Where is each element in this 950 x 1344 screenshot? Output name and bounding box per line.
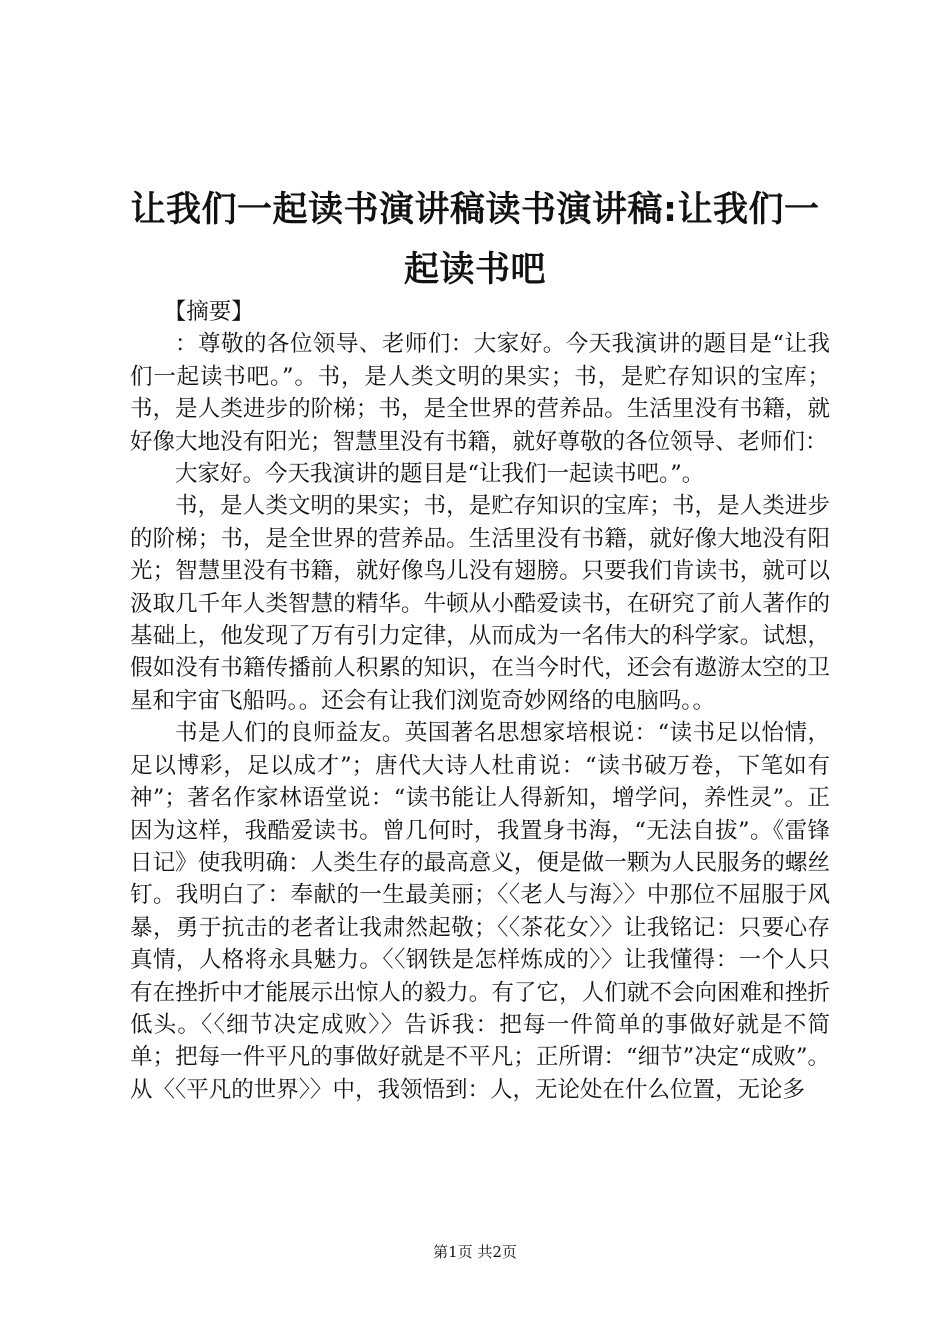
document-body xyxy=(130,296,830,1106)
paragraph: 书是人们的良师益友。英国著名思想家培根说：“读书足以怡情，足以博彩，足以成才”；唐代大诗人杜甫说：“读书破万卷，下笔如有神”；著名作家林语堂说：“读书能让人得新知，增学问，养性灵”。正因为这样，我酷爱读书。曾几何时，我置身书海，“无法自拔”。《雷锋日记》使我明确：人类生存的最高意义，便是做一颗为人民服务的螺丝钉。我明白了：奉献的一生最美丽；〈〈老人与海〉〉中那位不屈服于风暴，勇于抗击的老者让我肃然起敬；〈〈茶花女〉〉让我铭记：只要心存真情，人格将永具魅力。〈〈钢铁是怎样炼成的〉〉让我懂得：一个人只有在挫折中才能展示出惊人的毅力。有了它，人们就不会向困难和挫折低头。〈〈细节决定成败〉〉告诉我：把每一件简单的事做好就是不简单；把每一件平凡的事做好就是不平凡；正所谓：“细节”决定“成败”。从〈〈平凡的世界〉〉中，我领悟到：人，无论处在什么位置，无论多 xyxy=(130,720,830,1103)
paragraph: 大家好。今天我演讲的题目是“让我们一起读书吧。”。 xyxy=(175,461,705,488)
paragraph: 书，是人类文明的果实；书，是贮存知识的宝库；书，是人类进步的阶梯；书，是全世界的营养品。生活里没有书籍，就好像大地没有阳光；智慧里没有书籍，就好像鸟儿没有翅膀。只要我们肯读书，就可以汲取几千年人类智慧的精华。牛顿从小酷爱读书，在研究了前人著作的基础上，他发现了万有引力定律，从而成为一名伟大的科学家。试想，假如没有书籍传播前人积累的知识，在当今时代，还会有遨游太空的卫星和宇宙飞船吗。。还会有让我们浏览奇妙网络的电脑吗。。 xyxy=(130,493,830,714)
document-title: 让我们一起读书演讲稿读书演讲稿:让我们一起读书吧 xyxy=(130,190,820,290)
paragraph: ：尊敬的各位领导、老师们：大家好。今天我演讲的题目是“让我们一起读书吧。”。书，是人类文明的果实；书，是贮存知识的宝库；书，是人类进步的阶梯；书，是全世界的营养品。生活里没有书籍，就好像大地没有阳光；智慧里没有书籍，就好尊敬的各位领导、老师们： xyxy=(130,331,830,455)
summary-label: 【摘要】 xyxy=(163,299,254,325)
page-footer: 第1页 共2页 xyxy=(433,1243,517,1261)
